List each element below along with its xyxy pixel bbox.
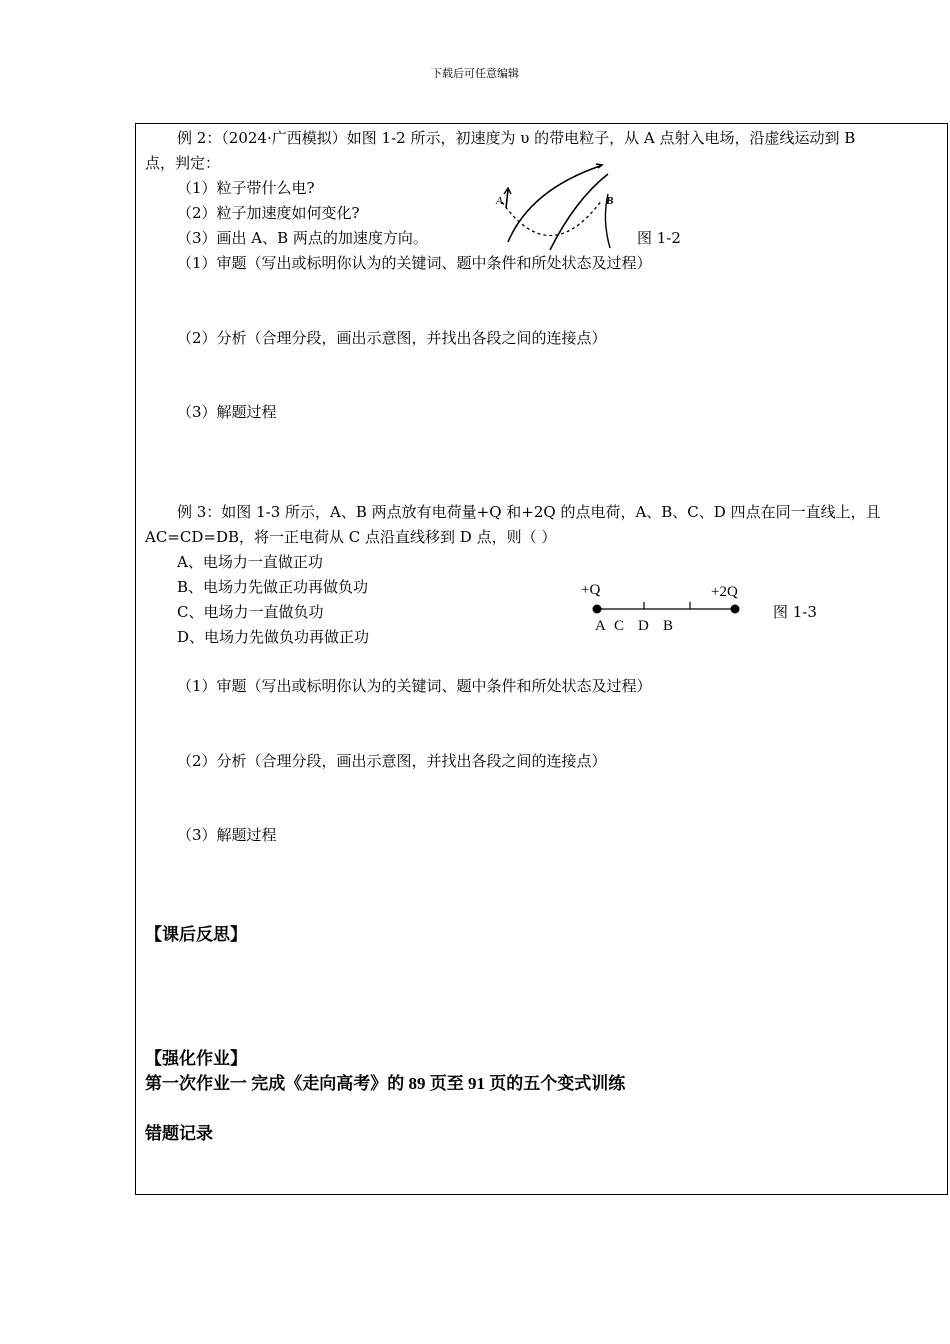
charge-b-dot	[731, 605, 740, 614]
example3-option-d: D、电场力先做负功再做正功	[177, 628, 370, 646]
velocity-arrow	[506, 190, 508, 208]
example2-question-2: （2）粒子加速度如何变化?	[177, 204, 360, 222]
field-line-1	[508, 166, 600, 242]
example3-step-analysis: （2）分析（合理分段，画出示意图，并找出各段之间的连接点）	[177, 752, 607, 770]
reflection-heading: 【课后反思】	[145, 925, 247, 944]
figure-1-2-caption: 图 1-2	[637, 229, 681, 247]
example3-option-b: B、电场力先做正功再做负功	[177, 578, 369, 596]
example2-question-3: （3）画出 A、B 两点的加速度方向。	[177, 229, 428, 247]
content-frame	[135, 123, 948, 1195]
example2-stem-line2: 点，判定：	[145, 154, 221, 172]
homework-heading: 【强化作业】	[145, 1049, 247, 1068]
figure-1-3-caption: 图 1-3	[773, 603, 817, 621]
example3-step-solution: （3）解题过程	[177, 826, 277, 844]
figure-1-2	[490, 160, 630, 252]
figure-label-b: B	[606, 195, 614, 207]
example2-stem-line1: 例 2：（2024·广西模拟）如图 1-2 所示，初速度为 υ 的带电粒子，从 A 点射入电场，沿虚线运动到 B	[177, 129, 856, 147]
figure-1-3	[575, 578, 755, 636]
example3-option-c: C、电场力一直做负功	[177, 603, 324, 621]
example3-stem-line2: AC=CD=DB，将一正电荷从 C 点沿直线移到 D 点，则（ ）	[145, 528, 557, 546]
label-point-c: C	[614, 618, 625, 634]
label-plus-2q: +2Q	[711, 584, 738, 600]
label-point-b: B	[663, 618, 674, 634]
charge-a-dot	[593, 605, 602, 614]
label-point-a: A	[595, 618, 606, 634]
example2-step-solution: （3）解题过程	[177, 403, 277, 421]
example3-stem-line1: 例 3：如图 1-3 所示，A、B 两点放有电荷量+Q 和+2Q 的点电荷，A、B、C、D 四点在同一直线上，且	[177, 503, 881, 521]
example3-step-review: （1）审题（写出或标明你认为的关键词、题中条件和所处状态及过程）	[177, 677, 652, 695]
label-point-d: D	[638, 618, 649, 634]
error-record-heading: 错题记录	[145, 1124, 213, 1143]
header-note: 下载后可任意编辑	[431, 67, 519, 80]
example3-option-a: A、电场力一直做正功	[177, 553, 323, 571]
dashed-trajectory	[502, 200, 602, 236]
example2-question-1: （1）粒子带什么电?	[177, 179, 315, 197]
label-plus-q: +Q	[581, 582, 601, 598]
figure-label-a: A	[496, 195, 503, 207]
homework-task: 第一次作业一 完成《走向高考》的 89 页至 91 页的五个变式训练	[145, 1074, 626, 1093]
example2-step-analysis: （2）分析（合理分段，画出示意图，并找出各段之间的连接点）	[177, 329, 607, 347]
example2-step-review: （1）审题（写出或标明你认为的关键词、题中条件和所处状态及过程）	[177, 254, 652, 272]
